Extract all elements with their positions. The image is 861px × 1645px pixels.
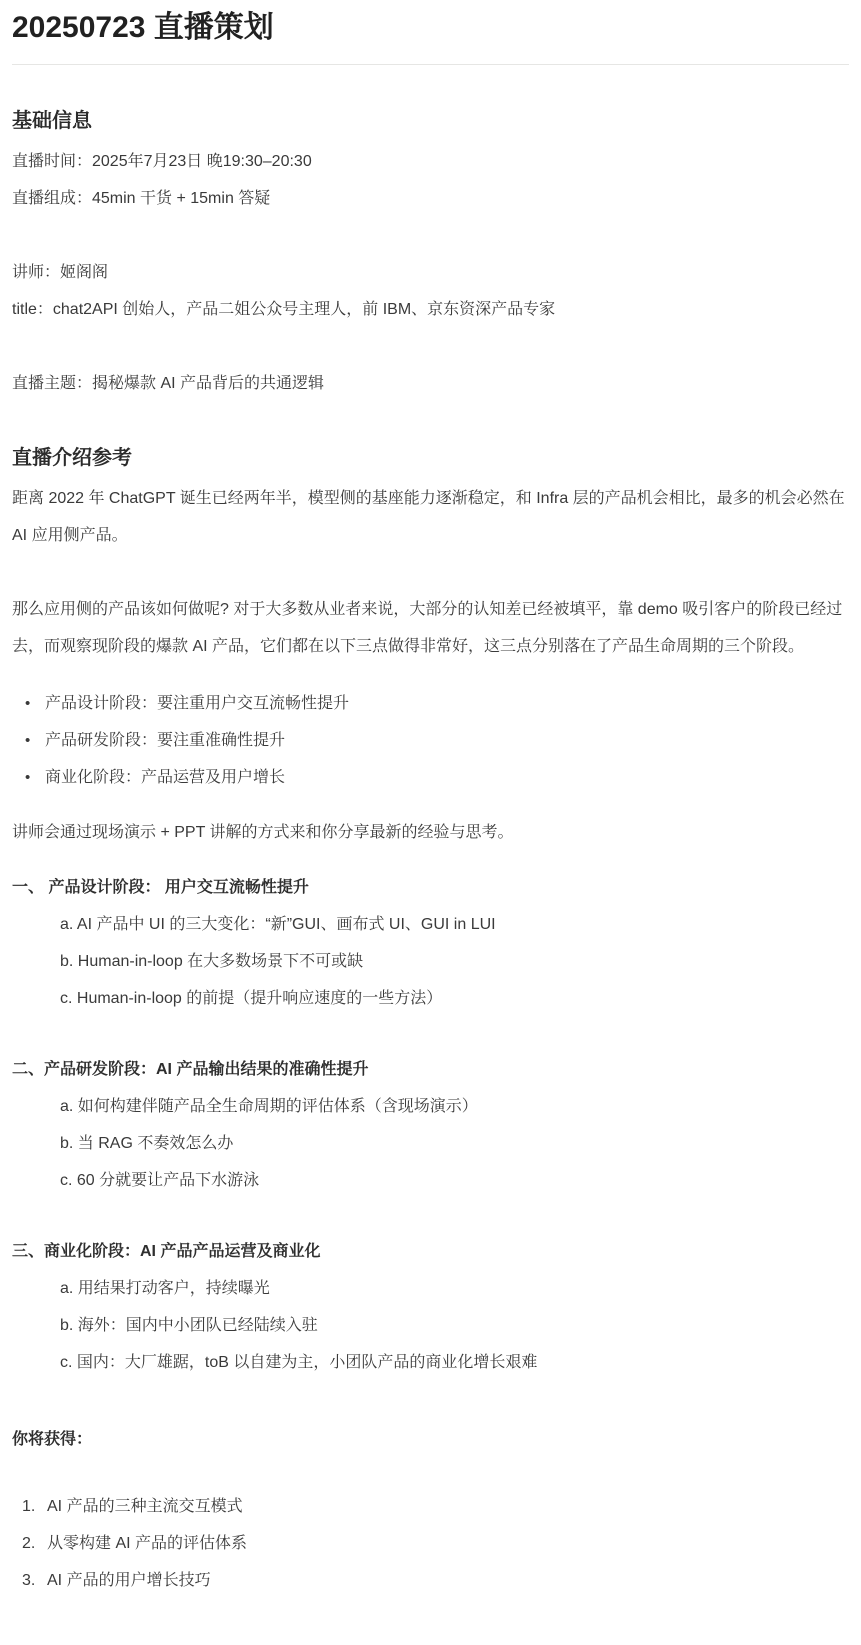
outline-heading-3: 三、商业化阶段：AI 产品产品运营及商业化 [12, 1243, 321, 1260]
list-item-text: 产品研发阶段：要注重准确性提升 [45, 732, 286, 749]
blank-line [12, 328, 849, 365]
outline-item: c. 国内：大厂雄踞，toB 以自建为主，小团队产品的商业化增长艰难 [60, 1354, 538, 1371]
list-item-text: 从零构建 AI 产品的评估体系 [47, 1535, 248, 1552]
outline-heading-1: 一、 产品设计阶段： 用户交互流畅性提升 [12, 879, 309, 896]
lecturer-title-line: title：chat2API 创始人，产品二姐公众号主理人，前 IBM、京东资深产品专家 [12, 301, 556, 318]
outline-item: a. 用结果打动客户，持续曝光 [60, 1280, 270, 1297]
outline-heading-2: 二、产品研发阶段：AI 产品输出结果的准确性提升 [12, 1061, 369, 1078]
live-time-line: 直播时间：2025年7月23日 晚19:30–20:30 [12, 153, 312, 170]
outline-item: b. 海外：国内中小团队已经陆续入驻 [60, 1317, 318, 1334]
outline-item: b. Human-in-loop 在大多数场景下不可或缺 [60, 953, 364, 970]
blank-line [12, 217, 849, 254]
list-item [12, 1562, 849, 1599]
list-item [12, 1525, 849, 1562]
outline-item: a. AI 产品中 UI 的三大变化：“新”GUI、画布式 UI、GUI in LUI [60, 916, 496, 933]
list-item-text: 商业化阶段：产品运营及用户增长 [45, 769, 286, 786]
list-item-text: 产品设计阶段：要注重用户交互流畅性提升 [45, 695, 350, 712]
list-item [12, 722, 849, 759]
gains-list [12, 1488, 849, 1599]
list-item-text: AI 产品的用户增长技巧 [47, 1572, 211, 1589]
list-number: 1. [22, 1498, 36, 1515]
lecturer-line: 讲师：姬阁阁 [12, 264, 109, 281]
outline-item: c. 60 分就要让产品下水游泳 [60, 1172, 260, 1189]
bullet-icon: • [25, 695, 31, 712]
outline-item: b. 当 RAG 不奏效怎么办 [60, 1135, 234, 1152]
outline-item: c. Human-in-loop 的前提（提升响应速度的一些方法） [60, 990, 443, 1007]
stage-bullet-list [12, 685, 849, 796]
list-item [12, 1488, 849, 1525]
bullet-icon: • [25, 732, 31, 749]
page-title: 20250723 直播策划 [12, 11, 274, 44]
blank-line [12, 554, 849, 591]
intro-paragraph-1: 距离 2022 年 ChatGPT 诞生已经两年半，模型侧的基座能力逐渐稳定，和 Infra 层的产品机会相比，最多的机会必然在 AI 应用侧产品。 [12, 490, 845, 544]
section-heading-intro: 直播介绍参考 [12, 447, 132, 469]
list-item [12, 759, 849, 796]
list-item-text: AI 产品的三种主流交互模式 [47, 1498, 243, 1515]
title-divider [12, 64, 849, 65]
list-item [12, 685, 849, 722]
list-number: 3. [22, 1572, 36, 1589]
intro-paragraph-3: 讲师会通过现场演示 + PPT 讲解的方式来和你分享最新的经验与思考。 [12, 824, 514, 841]
intro-paragraph-2: 那么应用侧的产品该如何做呢? 对于大多数从业者来说，大部分的认知差已经被填平，靠 demo 吸引客户的阶段已经过去，而观察现阶段的爆款 AI 产品，它们都在以下三点做得非常好，这三点分别落在了产品生命周期的三个阶段。 [12, 601, 843, 655]
live-composition-line: 直播组成：45min 干货 + 15min 答疑 [12, 190, 271, 207]
gains-heading: 你将获得： [12, 1431, 93, 1448]
outline-item: a. 如何构建伴随产品全生命周期的评估体系（含现场演示） [60, 1098, 478, 1115]
list-number: 2. [22, 1535, 36, 1552]
bullet-icon: • [25, 769, 31, 786]
section-heading-basic-info: 基础信息 [12, 110, 92, 132]
live-topic-line: 直播主题：揭秘爆款 AI 产品背后的共通逻辑 [12, 375, 325, 392]
